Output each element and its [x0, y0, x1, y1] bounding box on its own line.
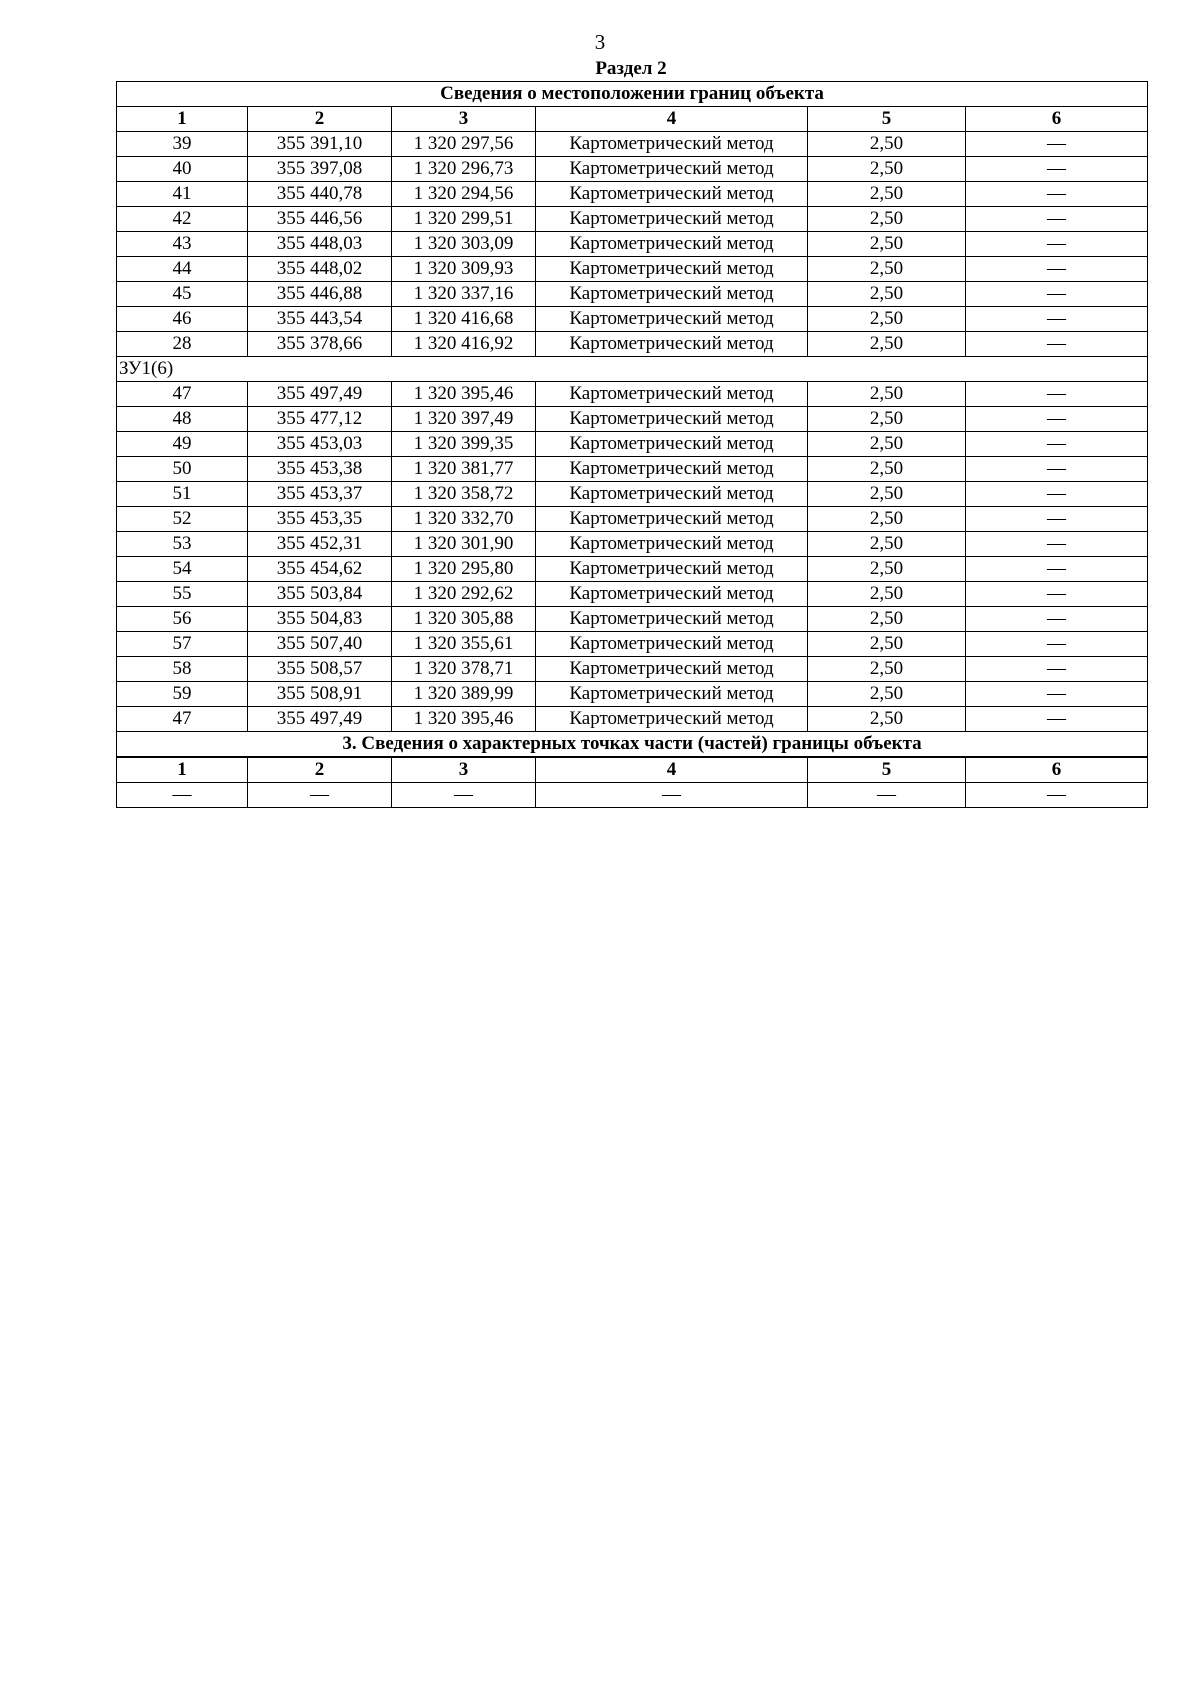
- table-row: [117, 532, 1148, 557]
- table-row: [117, 682, 1148, 707]
- cell-method: Картометрический метод: [536, 632, 808, 657]
- cell-x-coordinate: 355 497,49: [248, 382, 392, 407]
- cell-y-coordinate: 1 320 295,80: [392, 557, 536, 582]
- table-row: [117, 632, 1148, 657]
- cell-point-number: 51: [117, 482, 248, 507]
- cell-description: —: [966, 407, 1148, 432]
- cell-point-number: 47: [117, 707, 248, 732]
- cell-accuracy: 2,50: [808, 457, 966, 482]
- section3-title-row-text: 3. Сведения о характерных точках части (частей) границы объекта: [117, 732, 1148, 758]
- cell-x-coordinate: 355 454,62: [248, 557, 392, 582]
- cell-method: Картометрический метод: [536, 532, 808, 557]
- cell-method: Картометрический метод: [536, 382, 808, 407]
- cell-y-coordinate: 1 320 358,72: [392, 482, 536, 507]
- cell-method: Картометрический метод: [536, 457, 808, 482]
- table-row: [117, 482, 1148, 507]
- cell-x-coordinate: 355 448,02: [248, 257, 392, 282]
- cell-method: 4: [536, 107, 808, 132]
- cell-x-coordinate: 355 503,84: [248, 582, 392, 607]
- cell-x-coordinate: 355 504,83: [248, 607, 392, 632]
- cell-accuracy: 2,50: [808, 682, 966, 707]
- cell-x-coordinate: 355 397,08: [248, 157, 392, 182]
- cell-y-coordinate: 1 320 416,68: [392, 307, 536, 332]
- section3-row: [117, 783, 1148, 808]
- cell-description: —: [966, 307, 1148, 332]
- cell-description: —: [966, 332, 1148, 357]
- cell-method: Картометрический метод: [536, 232, 808, 257]
- cell-accuracy: 2,50: [808, 282, 966, 307]
- cell-accuracy: 2,50: [808, 632, 966, 657]
- cell-description: —: [966, 557, 1148, 582]
- cell-method: Картометрический метод: [536, 682, 808, 707]
- cell-accuracy: 2,50: [808, 482, 966, 507]
- section-title: Раздел 2: [595, 58, 667, 79]
- cell-point-number: 45: [117, 282, 248, 307]
- cell-accuracy: 2,50: [808, 507, 966, 532]
- cell-accuracy: 2,50: [808, 607, 966, 632]
- cell-accuracy: 5: [808, 757, 966, 783]
- cell-method: Картометрический метод: [536, 332, 808, 357]
- cell-x-coordinate: 355 453,03: [248, 432, 392, 457]
- cell-accuracy: 5: [808, 107, 966, 132]
- cell-accuracy: 2,50: [808, 407, 966, 432]
- cell-point-number: 49: [117, 432, 248, 457]
- table-row: [117, 157, 1148, 182]
- cell-method: Картометрический метод: [536, 157, 808, 182]
- cell-point-number: 52: [117, 507, 248, 532]
- cell-accuracy: 2,50: [808, 157, 966, 182]
- cell-x-coordinate: 2: [248, 107, 392, 132]
- table-row: [117, 457, 1148, 482]
- cell-description: —: [966, 682, 1148, 707]
- cell-point-number: 40: [117, 157, 248, 182]
- cell-x-coordinate: 355 452,31: [248, 532, 392, 557]
- cell-y-coordinate: 1 320 332,70: [392, 507, 536, 532]
- cell-y-coordinate: 1 320 397,49: [392, 407, 536, 432]
- table-row: [117, 132, 1148, 157]
- table-caption-row: [117, 82, 1148, 107]
- section3-header-row: [117, 757, 1148, 783]
- cell-description: —: [966, 157, 1148, 182]
- cell-point-number: 44: [117, 257, 248, 282]
- cell-y-coordinate: —: [392, 783, 536, 808]
- cell-point-number: 54: [117, 557, 248, 582]
- cell-accuracy: 2,50: [808, 132, 966, 157]
- column-header-row: [117, 107, 1148, 132]
- cell-description: —: [966, 232, 1148, 257]
- cell-point-number: 48: [117, 407, 248, 432]
- table-row: [117, 257, 1148, 282]
- cell-x-coordinate: 355 497,49: [248, 707, 392, 732]
- table-row: [117, 382, 1148, 407]
- cell-y-coordinate: 1 320 292,62: [392, 582, 536, 607]
- cell-point-number: 50: [117, 457, 248, 482]
- cell-point-number: 56: [117, 607, 248, 632]
- cell-y-coordinate: 1 320 355,61: [392, 632, 536, 657]
- cell-description: —: [966, 632, 1148, 657]
- cell-description: —: [966, 432, 1148, 457]
- cell-x-coordinate: 355 453,38: [248, 457, 392, 482]
- cell-method: Картометрический метод: [536, 257, 808, 282]
- cell-y-coordinate: 1 320 297,56: [392, 132, 536, 157]
- page-number: 3: [594, 30, 606, 54]
- cell-description: —: [966, 182, 1148, 207]
- cell-method: Картометрический метод: [536, 607, 808, 632]
- cell-point-number: 59: [117, 682, 248, 707]
- table-row: [117, 407, 1148, 432]
- cell-method: —: [536, 783, 808, 808]
- cell-x-coordinate: 355 446,56: [248, 207, 392, 232]
- cell-y-coordinate: 1 320 305,88: [392, 607, 536, 632]
- table-row: [117, 332, 1148, 357]
- cell-point-number: 41: [117, 182, 248, 207]
- cell-x-coordinate: 2: [248, 757, 392, 783]
- cell-description: —: [966, 783, 1148, 808]
- cell-y-coordinate: 1 320 395,46: [392, 382, 536, 407]
- cell-point-number: 43: [117, 232, 248, 257]
- cell-point-number: 1: [117, 107, 248, 132]
- table-row: [117, 307, 1148, 332]
- group-label-row: [117, 357, 1148, 382]
- cell-x-coordinate: 355 507,40: [248, 632, 392, 657]
- cell-method: Картометрический метод: [536, 207, 808, 232]
- cell-accuracy: 2,50: [808, 307, 966, 332]
- cell-method: Картометрический метод: [536, 182, 808, 207]
- cell-x-coordinate: 355 440,78: [248, 182, 392, 207]
- cell-x-coordinate: 355 446,88: [248, 282, 392, 307]
- cell-point-number: 28: [117, 332, 248, 357]
- cell-accuracy: 2,50: [808, 532, 966, 557]
- cell-description: —: [966, 132, 1148, 157]
- cell-x-coordinate: 355 508,57: [248, 657, 392, 682]
- cell-description: —: [966, 582, 1148, 607]
- cell-description: —: [966, 532, 1148, 557]
- cell-y-coordinate: 1 320 296,73: [392, 157, 536, 182]
- cell-point-number: 42: [117, 207, 248, 232]
- cell-method: Картометрический метод: [536, 132, 808, 157]
- cell-method: Картометрический метод: [536, 282, 808, 307]
- cell-description: —: [966, 607, 1148, 632]
- table-row: [117, 557, 1148, 582]
- table-row: [117, 232, 1148, 257]
- cell-y-coordinate: 1 320 309,93: [392, 257, 536, 282]
- table-row: [117, 707, 1148, 732]
- cell-accuracy: 2,50: [808, 582, 966, 607]
- table-row: [117, 657, 1148, 682]
- cell-y-coordinate: 1 320 378,71: [392, 657, 536, 682]
- cell-description: —: [966, 382, 1148, 407]
- cell-y-coordinate: 1 320 301,90: [392, 532, 536, 557]
- cell-description: —: [966, 707, 1148, 732]
- cell-point-number: 57: [117, 632, 248, 657]
- cell-y-coordinate: 3: [392, 757, 536, 783]
- cell-x-coordinate: 355 508,91: [248, 682, 392, 707]
- cell-x-coordinate: 355 443,54: [248, 307, 392, 332]
- cell-y-coordinate: 1 320 299,51: [392, 207, 536, 232]
- cell-method: Картометрический метод: [536, 482, 808, 507]
- cell-x-coordinate: 355 477,12: [248, 407, 392, 432]
- cell-y-coordinate: 1 320 337,16: [392, 282, 536, 307]
- cell-x-coordinate: 355 391,10: [248, 132, 392, 157]
- cell-method: 4: [536, 757, 808, 783]
- cell-method: Картометрический метод: [536, 582, 808, 607]
- cell-point-number: —: [117, 783, 248, 808]
- cell-point-number: 1: [117, 757, 248, 783]
- cell-y-coordinate: 1 320 395,46: [392, 707, 536, 732]
- cell-point-number: 39: [117, 132, 248, 157]
- cell-description: —: [966, 282, 1148, 307]
- cell-point-number: 55: [117, 582, 248, 607]
- table-caption: Сведения о местоположении границ объекта: [117, 82, 1148, 107]
- cell-accuracy: 2,50: [808, 432, 966, 457]
- cell-method: Картометрический метод: [536, 432, 808, 457]
- cell-y-coordinate: 1 320 303,09: [392, 232, 536, 257]
- cell-accuracy: 2,50: [808, 332, 966, 357]
- cell-y-coordinate: 1 320 294,56: [392, 182, 536, 207]
- group-label-row-text: ЗУ1(6): [117, 357, 1148, 382]
- cell-y-coordinate: 1 320 389,99: [392, 682, 536, 707]
- cell-method: Картометрический метод: [536, 407, 808, 432]
- cell-method: Картометрический метод: [536, 707, 808, 732]
- cell-y-coordinate: 1 320 381,77: [392, 457, 536, 482]
- cell-accuracy: 2,50: [808, 257, 966, 282]
- table-row: [117, 607, 1148, 632]
- table-row: [117, 207, 1148, 232]
- cell-method: Картометрический метод: [536, 657, 808, 682]
- table-row: [117, 432, 1148, 457]
- cell-method: Картометрический метод: [536, 307, 808, 332]
- cell-x-coordinate: 355 453,37: [248, 482, 392, 507]
- cell-y-coordinate: 1 320 399,35: [392, 432, 536, 457]
- cell-accuracy: 2,50: [808, 182, 966, 207]
- cell-accuracy: 2,50: [808, 207, 966, 232]
- cell-point-number: 46: [117, 307, 248, 332]
- cell-description: —: [966, 207, 1148, 232]
- cell-method: Картометрический метод: [536, 557, 808, 582]
- cell-accuracy: 2,50: [808, 657, 966, 682]
- cell-y-coordinate: 1 320 416,92: [392, 332, 536, 357]
- cell-description: 6: [966, 107, 1148, 132]
- cell-description: —: [966, 482, 1148, 507]
- table-row: [117, 182, 1148, 207]
- cell-accuracy: 2,50: [808, 707, 966, 732]
- table-row: [117, 582, 1148, 607]
- cell-description: —: [966, 507, 1148, 532]
- table-row: [117, 507, 1148, 532]
- cell-accuracy: 2,50: [808, 382, 966, 407]
- cell-method: Картометрический метод: [536, 507, 808, 532]
- cell-accuracy: —: [808, 783, 966, 808]
- cell-point-number: 58: [117, 657, 248, 682]
- cell-description: —: [966, 457, 1148, 482]
- cell-accuracy: 2,50: [808, 232, 966, 257]
- cell-x-coordinate: 355 453,35: [248, 507, 392, 532]
- cell-description: —: [966, 657, 1148, 682]
- table-row: [117, 282, 1148, 307]
- cell-point-number: 53: [117, 532, 248, 557]
- cell-point-number: 47: [117, 382, 248, 407]
- section3-title-row: [117, 732, 1148, 758]
- cell-accuracy: 2,50: [808, 557, 966, 582]
- cell-description: —: [966, 257, 1148, 282]
- cell-x-coordinate: 355 448,03: [248, 232, 392, 257]
- boundary-table: [116, 81, 1148, 808]
- cell-x-coordinate: 355 378,66: [248, 332, 392, 357]
- cell-description: 6: [966, 757, 1148, 783]
- cell-y-coordinate: 3: [392, 107, 536, 132]
- cell-x-coordinate: —: [248, 783, 392, 808]
